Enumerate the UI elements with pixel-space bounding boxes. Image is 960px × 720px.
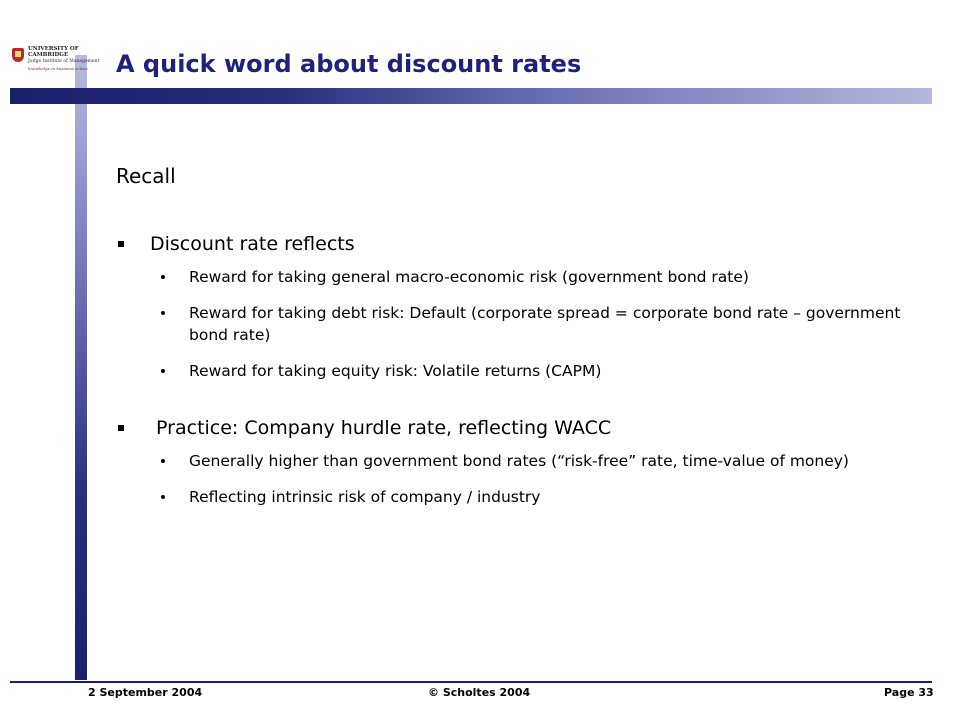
logo-line-3: Judge Institute of Management: [28, 59, 100, 64]
list-item-text: Reward for taking debt risk: Default (corporate spread = corporate bond rate – government bond rate): [189, 304, 901, 344]
slide-title: A quick word about discount rates: [116, 50, 582, 78]
list-item-text: Reward for taking equity risk: Volatile returns (CAPM): [189, 362, 602, 380]
list-item: [116, 302, 926, 346]
footer-copyright: © Scholtes 2004: [428, 686, 531, 699]
crest-icon: [12, 48, 24, 62]
dot-bullet-icon: [161, 369, 165, 373]
section-heading: [116, 416, 926, 440]
logo-line-2: CAMBRIDGE: [28, 52, 69, 58]
logo-tagline: knowledge in business action: [28, 66, 88, 71]
dot-bullet-icon: [161, 495, 165, 499]
list-item: [116, 360, 926, 382]
list-item-text: Generally higher than government bond rates (“risk-free” rate, time-value of money): [189, 452, 849, 470]
list-item: [116, 450, 926, 472]
section-items: [116, 450, 926, 508]
list-item: [116, 486, 926, 508]
logo-text: [28, 46, 79, 58]
footer-page-number: Page 33: [884, 686, 934, 699]
list-item: [116, 266, 926, 288]
square-bullet-icon: [118, 425, 124, 431]
list-item-text: Reward for taking general macro-economic risk (government bond rate): [189, 268, 749, 286]
list-item-text: Reflecting intrinsic risk of company / industry: [189, 488, 541, 506]
dot-bullet-icon: [161, 275, 165, 279]
dot-bullet-icon: [161, 459, 165, 463]
section-heading-text: Practice: Company hurdle rate, reflecting WACC: [150, 417, 612, 439]
intro-text: Recall: [116, 164, 176, 188]
logo-line-1: UNIVERSITY OF: [28, 46, 79, 52]
square-bullet-icon: [118, 241, 124, 247]
title-underline-bar: [10, 88, 932, 104]
section-heading: [116, 232, 926, 256]
vertical-accent-bar: [75, 55, 87, 680]
footer-divider: [10, 681, 932, 683]
section-items: [116, 266, 926, 382]
university-logo: [12, 46, 100, 80]
section-heading-text: Discount rate reflects: [150, 233, 355, 255]
footer-date: 2 September 2004: [88, 686, 203, 699]
dot-bullet-icon: [161, 311, 165, 315]
slide-body: [116, 164, 926, 542]
